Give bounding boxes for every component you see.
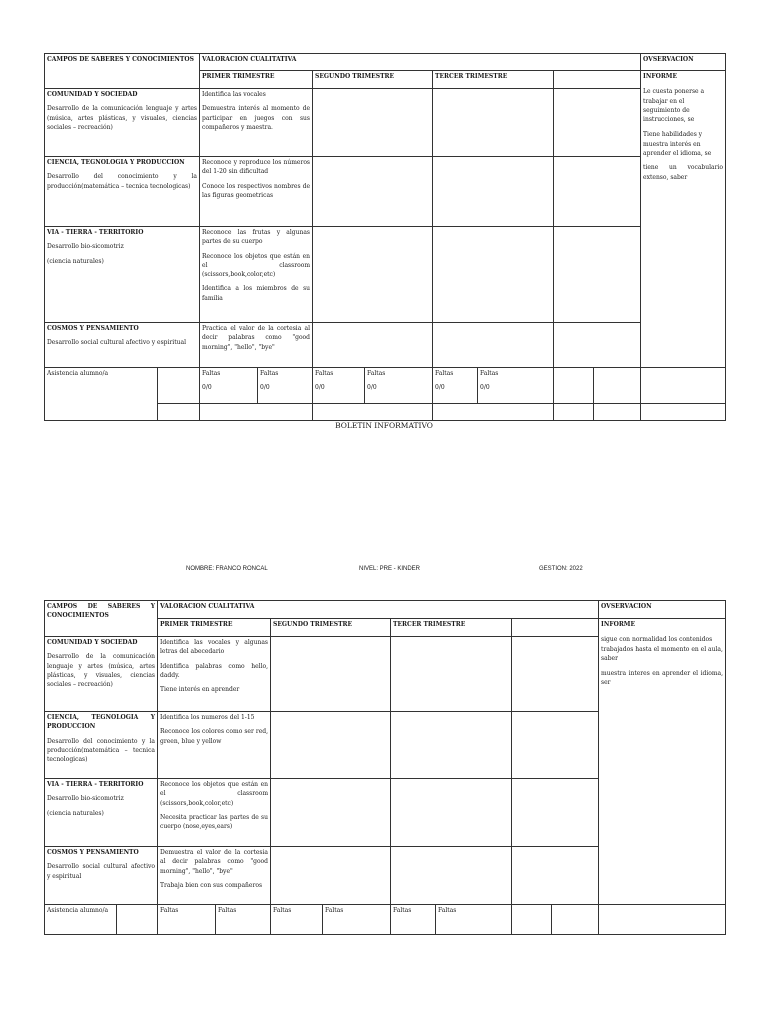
asistencia-label: Asistencia alumno/a bbox=[45, 905, 117, 935]
empty-cell bbox=[512, 637, 599, 712]
tercer-trimestre-cell bbox=[391, 779, 512, 847]
assessment-text: Trabaja bien con sus compañeros bbox=[160, 881, 263, 889]
assessment-text: Reconoce los colores como ser red, green, blue y yellow bbox=[160, 728, 269, 745]
assessment-text: Reconoce las frutas y algunas partes de su cuerpo bbox=[202, 229, 311, 246]
assessment-text: Practica el valor de la cortesia al decir palabras como "good morning", "hello", "bye" bbox=[202, 325, 311, 351]
area-vida bbox=[45, 779, 158, 847]
area-description: Desarrollo del conocimiento y la producción(matemática – tecnica tecnologicas) bbox=[47, 173, 198, 190]
observacion-text: muestra interes en aprender el idioma, ser bbox=[601, 670, 724, 687]
faltas-cell: Faltas bbox=[323, 905, 391, 935]
area-description: Desarrollo social cultural afectivo y espiritual bbox=[47, 339, 186, 347]
faltas-cell bbox=[478, 368, 554, 404]
tercer-trimestre-cell bbox=[433, 89, 554, 157]
assessment-text: Demuestra interés al momento de participar en juegos con sus compañeros y maestra. bbox=[202, 105, 311, 131]
area-description: Desarrollo bio-sicomotriz bbox=[47, 795, 124, 803]
segundo-trimestre-cell bbox=[271, 637, 391, 712]
faltas-cell bbox=[313, 368, 365, 404]
empty-cell bbox=[512, 779, 599, 847]
empty-cell bbox=[512, 619, 599, 637]
observacion-text: Le cuesta ponerse a trabajar en el seguimiento de instrucciones, se bbox=[643, 88, 705, 124]
informe-heading: INFORME bbox=[601, 621, 636, 628]
informe-heading: INFORME bbox=[643, 73, 678, 80]
assessment-text: Identifica a los miembros de su familia bbox=[202, 285, 311, 302]
primer-trimestre-header: PRIMER TRIMESTRE bbox=[158, 619, 271, 637]
faltas-label: Faltas bbox=[315, 370, 334, 377]
faltas-cell bbox=[433, 368, 478, 404]
primer-trimestre-cell bbox=[200, 157, 313, 227]
faltas-cell bbox=[200, 368, 258, 404]
faltas-value: 0/0 bbox=[202, 384, 212, 392]
assessment-text: Identifica palabras como hello, daddy. bbox=[160, 662, 269, 679]
empty-cell bbox=[158, 404, 200, 421]
area-cosmos bbox=[45, 323, 200, 368]
empty-cell bbox=[594, 368, 641, 404]
observacion-text: Tiene habilidades y muestra interés en aprender el idioma, se bbox=[643, 131, 712, 158]
faltas-value: 0/0 bbox=[367, 384, 377, 392]
segundo-trimestre-cell bbox=[271, 779, 391, 847]
tercer-trimestre-cell bbox=[433, 227, 554, 323]
student-info bbox=[0, 566, 768, 578]
area-comunidad bbox=[45, 89, 200, 157]
school-year: GESTION: 2022 bbox=[539, 566, 583, 572]
empty-cell bbox=[512, 905, 552, 935]
primer-trimestre-cell bbox=[200, 323, 313, 368]
assessment-text: Demuestra el valor de la cortesia al decir palabras como "good morning", "hello", "bye" bbox=[160, 849, 269, 875]
faltas-cell: Faltas bbox=[216, 905, 271, 935]
segundo-trimestre-cell bbox=[313, 323, 433, 368]
area-title: VIA - TIERRA - TERRITORIO bbox=[47, 229, 144, 236]
area-cosmos bbox=[45, 847, 158, 905]
area-title: COMUNIDAD Y SOCIEDAD bbox=[47, 639, 138, 646]
report-table-2 bbox=[44, 600, 725, 935]
primer-trimestre-cell bbox=[158, 847, 271, 905]
empty-cell bbox=[554, 323, 641, 368]
empty-cell bbox=[641, 368, 726, 404]
faltas-cell bbox=[365, 368, 433, 404]
observacion-header: OVSERVACION bbox=[641, 54, 726, 71]
empty-cell bbox=[313, 404, 433, 421]
empty-cell bbox=[599, 905, 726, 935]
area-title: VIA - TIERRA - TERRITORIO bbox=[47, 781, 144, 788]
faltas-value: 0/0 bbox=[315, 384, 325, 392]
empty-cell bbox=[512, 847, 599, 905]
empty-cell bbox=[641, 404, 726, 421]
area-ciencia bbox=[45, 712, 158, 779]
tercer-trimestre-header: TERCER TRIMESTRE bbox=[391, 619, 512, 637]
faltas-cell bbox=[258, 368, 313, 404]
observacion-text: tiene un vocabulario extenso, saber bbox=[643, 164, 724, 181]
assessment-text: Reconoce y reproduce los números del 1-20 sin dificultad bbox=[202, 159, 311, 176]
segundo-trimestre-cell bbox=[313, 89, 433, 157]
primer-trimestre-cell bbox=[158, 637, 271, 712]
primer-trimestre-header: PRIMER TRIMESTRE bbox=[200, 71, 313, 89]
tercer-trimestre-cell bbox=[433, 323, 554, 368]
report-table-1 bbox=[44, 53, 725, 421]
tercer-trimestre-cell bbox=[391, 847, 512, 905]
assessment-text: Conoce los respectivos nombres de las figuras geometricas bbox=[202, 182, 311, 199]
area-description: Desarrollo de la comunicación lenguaje y artes (música, artes plásticas, y visuales, ciencias sociales – recreación) bbox=[47, 105, 198, 131]
area-description: (ciencia naturales) bbox=[47, 257, 104, 265]
area-description: Desarrollo de la comunicación lenguaje y artes (música, artes plásticas, y visuales, ciencias sociales – recreación) bbox=[47, 653, 156, 689]
assessment-text: Identifica las vocales y algunas letras del abecedario bbox=[160, 639, 269, 656]
area-title: COSMOS Y PENSAMIENTO bbox=[47, 325, 139, 332]
empty-cell bbox=[554, 227, 641, 323]
faltas-label: Faltas bbox=[435, 370, 454, 377]
assessment-text: Tiene interés en aprender bbox=[160, 686, 240, 694]
boletin-title: BOLETIN INFORMATIVO bbox=[335, 421, 433, 430]
primer-trimestre-cell bbox=[200, 89, 313, 157]
observacion-text: sigue con normalidad los contenidos trabajados hasta el momento en el aula, saber bbox=[601, 636, 723, 662]
observacion-cell bbox=[641, 71, 726, 368]
empty-cell bbox=[200, 404, 313, 421]
empty-cell bbox=[554, 89, 641, 157]
area-ciencia bbox=[45, 157, 200, 227]
primer-trimestre-cell bbox=[200, 227, 313, 323]
faltas-label: Faltas bbox=[480, 370, 499, 377]
faltas-cell: Faltas bbox=[436, 905, 512, 935]
empty-cell bbox=[554, 157, 641, 227]
tercer-trimestre-header: TERCER TRIMESTRE bbox=[433, 71, 554, 89]
empty-cell bbox=[512, 712, 599, 779]
assessment-text: Identifica las vocales bbox=[202, 91, 266, 98]
assessment-text: Necesita practicar las partes de su cuerpo (nose,eyes,ears) bbox=[160, 813, 269, 831]
empty-cell bbox=[554, 404, 594, 421]
area-title: COMUNIDAD Y SOCIEDAD bbox=[47, 91, 138, 98]
primer-trimestre-cell bbox=[158, 712, 271, 779]
empty-cell bbox=[554, 71, 641, 89]
campos-header: CAMPOS DE SABERES Y CONOCIMIENTOS bbox=[45, 54, 200, 89]
empty-cell bbox=[158, 368, 200, 404]
empty-cell bbox=[594, 404, 641, 421]
segundo-trimestre-cell bbox=[271, 847, 391, 905]
segundo-trimestre-header: SEGUNDO TRIMESTRE bbox=[313, 71, 433, 89]
faltas-value: 0/0 bbox=[435, 384, 445, 392]
faltas-label: Faltas bbox=[367, 370, 386, 377]
area-description: Desarrollo del conocimiento y la producción(matemática – tecnica tecnologicas) bbox=[47, 737, 156, 764]
faltas-cell: Faltas bbox=[158, 905, 216, 935]
area-description: (ciencia naturales) bbox=[47, 809, 104, 817]
area-vida bbox=[45, 227, 200, 323]
area-description: Desarrollo social cultural afectivo y espiritual bbox=[47, 863, 156, 880]
valoracion-header: VALORACION CUALITATIVA bbox=[200, 54, 641, 71]
segundo-trimestre-header: SEGUNDO TRIMESTRE bbox=[271, 619, 391, 637]
faltas-label: Faltas bbox=[202, 370, 221, 377]
student-name: NOMBRE: FRANCO RONCAL bbox=[186, 566, 268, 572]
area-title: CIENCIA, TEGNOLOGIA Y PRODUCCION bbox=[47, 159, 185, 166]
empty-cell bbox=[552, 905, 599, 935]
observacion-cell bbox=[599, 619, 726, 905]
area-comunidad bbox=[45, 637, 158, 712]
assessment-text: Identifica los numeros del 1-15 bbox=[160, 714, 255, 721]
asistencia-label: Asistencia alumno/a bbox=[45, 368, 158, 421]
faltas-value: 0/0 bbox=[480, 384, 490, 392]
area-description: Desarrollo bio-sicomotriz bbox=[47, 243, 124, 251]
campos-header: CAMPOS DE SABERES Y CONOCIMIENTOS bbox=[45, 601, 158, 637]
segundo-trimestre-cell bbox=[271, 712, 391, 779]
faltas-value: 0/0 bbox=[260, 384, 270, 392]
valoracion-header: VALORACION CUALITATIVA bbox=[158, 601, 599, 619]
area-title: COSMOS Y PENSAMIENTO bbox=[47, 849, 139, 856]
assessment-text: Reconoce los objetos que están en el classroom (scissors,book,color,etc) bbox=[160, 781, 269, 807]
faltas-cell: Faltas bbox=[271, 905, 323, 935]
assessment-text: Reconoce los objetos que están en el classroom (scissors,book,color,etc) bbox=[202, 252, 311, 279]
observacion-header: OVSERVACION bbox=[599, 601, 726, 619]
faltas-cell: Faltas bbox=[391, 905, 436, 935]
tercer-trimestre-cell bbox=[391, 637, 512, 712]
tercer-trimestre-cell bbox=[433, 157, 554, 227]
empty-cell bbox=[554, 368, 594, 404]
primer-trimestre-cell bbox=[158, 779, 271, 847]
segundo-trimestre-cell bbox=[313, 157, 433, 227]
empty-cell bbox=[433, 404, 554, 421]
student-level: NIVEL: PRE - KINDER bbox=[359, 566, 421, 572]
area-title: CIENCIA, TEGNOLOGIA Y PRODUCCION bbox=[47, 714, 156, 731]
empty-cell bbox=[117, 905, 158, 935]
faltas-label: Faltas bbox=[260, 370, 279, 377]
tercer-trimestre-cell bbox=[391, 712, 512, 779]
segundo-trimestre-cell bbox=[313, 227, 433, 323]
